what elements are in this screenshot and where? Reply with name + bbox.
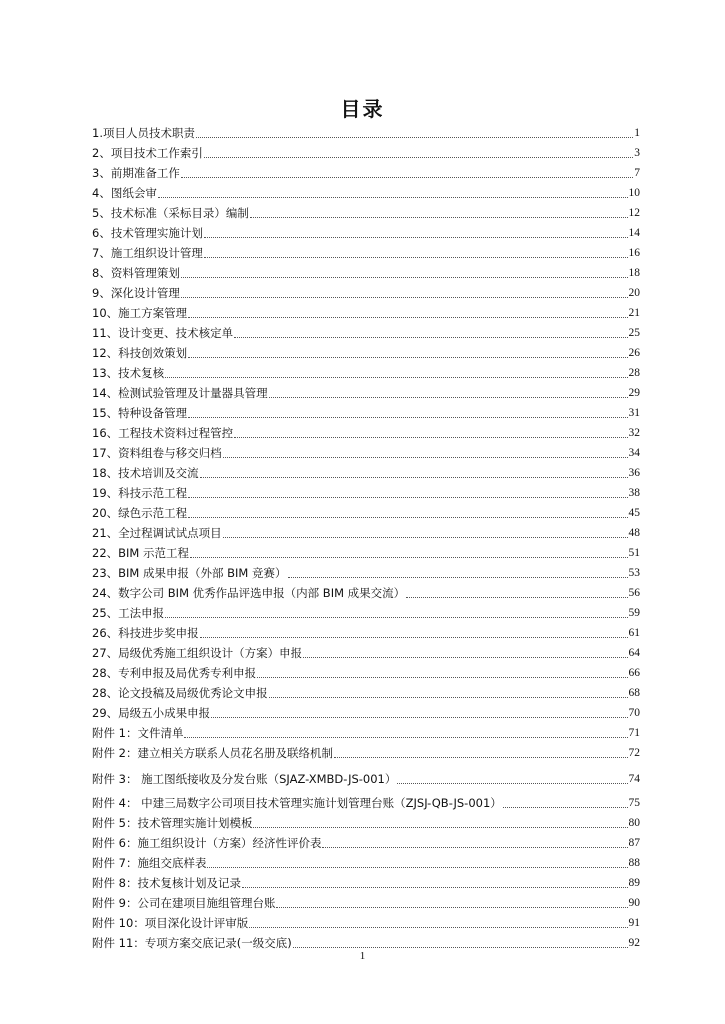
toc-entry[interactable]: [92, 467, 640, 480]
toc-entry-page: 90: [628, 897, 640, 909]
toc-entry[interactable]: [92, 307, 640, 320]
dot-leader: [158, 197, 628, 198]
dot-leader: [211, 717, 627, 718]
dot-leader: [276, 907, 627, 908]
dot-leader: [200, 637, 628, 638]
toc-entry[interactable]: [92, 627, 640, 640]
dot-leader: [334, 757, 628, 758]
toc-entry[interactable]: [92, 187, 640, 200]
toc-entry-page: 59: [628, 607, 640, 619]
dot-leader: [234, 337, 627, 338]
toc-entry[interactable]: [92, 667, 640, 680]
toc-entry[interactable]: [92, 877, 640, 890]
toc-entry[interactable]: [92, 727, 640, 740]
toc-entry[interactable]: [92, 167, 640, 180]
toc-entry-page: 66: [628, 667, 640, 679]
toc-entry-label: 14、检测试验管理及计量器具管理: [92, 386, 268, 400]
toc-entry-label: 26、科技进步奖申报: [92, 626, 199, 640]
toc-entry-label: 13、技术复核: [92, 366, 165, 380]
toc-entry-label: 27、局级优秀施工组织设计（方案）申报: [92, 646, 303, 660]
dot-leader: [250, 217, 628, 218]
toc-entry-page: 21: [628, 307, 640, 319]
toc-entry-label: 附件 6：施工组织设计（方案）经济性评价表: [92, 836, 322, 850]
dot-leader: [196, 137, 633, 138]
toc-entry[interactable]: [92, 327, 640, 340]
toc-entry-label: 8、资料管理策划: [92, 266, 180, 280]
toc-entry[interactable]: [92, 427, 640, 440]
toc-entry-label: 18、技术培训及交流: [92, 466, 199, 480]
dot-leader: [406, 597, 627, 598]
toc-entry-label: 10、施工方案管理: [92, 306, 188, 320]
dot-leader: [204, 237, 628, 238]
toc-entry[interactable]: [92, 367, 640, 380]
dot-leader: [181, 277, 628, 278]
toc-entry-label: 23、BIM 成果申报（外部 BIM 竞赛）: [92, 566, 287, 580]
dot-leader: [293, 947, 628, 948]
toc-entry-label: 附件 11：专项方案交底记录(一级交底): [92, 936, 292, 950]
dot-leader: [207, 867, 627, 868]
dot-leader: [204, 257, 628, 258]
toc-entry[interactable]: [92, 773, 640, 786]
toc-entry-page: 80: [628, 817, 640, 829]
toc-entry-page: 25: [628, 327, 640, 339]
toc-list: [92, 127, 640, 950]
toc-entry-label: 附件 7：施组交底样表: [92, 856, 207, 870]
toc-entry-page: 51: [628, 547, 640, 559]
toc-entry[interactable]: [92, 527, 640, 540]
dot-leader: [257, 677, 627, 678]
toc-entry-page: 71: [628, 727, 640, 739]
toc-entry-label: 20、绿色示范工程: [92, 506, 188, 520]
toc-entry-page: 1: [634, 127, 640, 139]
toc-entry-page: 88: [628, 857, 640, 869]
toc-entry[interactable]: [92, 227, 640, 240]
toc-entry-page: 3: [634, 147, 640, 159]
toc-entry-page: 36: [628, 467, 640, 479]
toc-entry-label: 附件 1：文件清单: [92, 726, 184, 740]
dot-leader: [200, 477, 628, 478]
toc-entry-page: 53: [628, 567, 640, 579]
toc-entry-label: 附件 9：公司在建项目施组管理台账: [92, 896, 276, 910]
dot-leader: [269, 397, 628, 398]
dot-leader: [165, 377, 627, 378]
toc-entry-page: 87: [628, 837, 640, 849]
toc-entry-page: 68: [628, 687, 640, 699]
toc-entry-label: 6、技术管理实施计划: [92, 226, 203, 240]
toc-entry-page: 14: [628, 227, 640, 239]
toc-entry-label: 附件 10：项目深化设计评审版: [92, 916, 249, 930]
toc-entry[interactable]: [92, 747, 640, 760]
toc-entry[interactable]: [92, 687, 640, 700]
toc-entry-label: 4、图纸会审: [92, 186, 157, 200]
toc-entry[interactable]: [92, 147, 640, 160]
dot-leader: [188, 317, 627, 318]
toc-entry-label: 附件 5：技术管理实施计划模板: [92, 816, 253, 830]
toc-entry[interactable]: [92, 487, 640, 500]
toc-entry[interactable]: [92, 817, 640, 830]
toc-entry-page: 45: [628, 507, 640, 519]
toc-entry[interactable]: [92, 287, 640, 300]
toc-entry-label: 2、项目技术工作索引: [92, 146, 203, 160]
toc-entry-label: 17、资料组卷与移交归档: [92, 446, 222, 460]
dot-leader: [288, 577, 628, 578]
dot-leader: [253, 827, 627, 828]
toc-entry-label: 3、前期准备工作: [92, 166, 180, 180]
dot-leader: [181, 177, 633, 178]
dot-leader: [397, 783, 627, 784]
toc-entry-page: 72: [628, 747, 640, 759]
toc-entry[interactable]: [92, 547, 640, 560]
toc-entry-page: 31: [628, 407, 640, 419]
toc-entry-label: 28、论文投稿及局级优秀论文申报: [92, 686, 268, 700]
toc-entry-page: 26: [628, 347, 640, 359]
toc-entry-label: 19、科技示范工程: [92, 486, 188, 500]
toc-entry[interactable]: [92, 447, 640, 460]
toc-entry[interactable]: [92, 587, 640, 600]
toc-entry-page: 34: [628, 447, 640, 459]
toc-entry-label: 11、设计变更、技术核定单: [92, 326, 234, 340]
toc-entry-label: 21、全过程调试试点项目: [92, 526, 222, 540]
toc-entry-page: 75: [628, 797, 640, 809]
toc-entry-page: 16: [628, 247, 640, 259]
toc-entry[interactable]: [92, 647, 640, 660]
toc-entry-page: 89: [628, 877, 640, 889]
toc-entry-page: 70: [628, 707, 640, 719]
toc-entry[interactable]: [92, 707, 640, 720]
dot-leader: [503, 807, 628, 808]
toc-entry-page: 12: [628, 207, 640, 219]
page-number: 1: [359, 950, 366, 962]
toc-entry-label: 5、技术标准（采标目录）编制: [92, 206, 249, 220]
toc-entry[interactable]: [92, 567, 640, 580]
toc-entry-label: 24、数字公司 BIM 优秀作品评选申报（内部 BIM 成果交流）: [92, 586, 406, 600]
toc-title: 目录: [340, 97, 385, 121]
toc-entry-page: 32: [628, 427, 640, 439]
dot-leader: [188, 417, 627, 418]
toc-entry-label: 16、工程技术资料过程管控: [92, 426, 234, 440]
toc-entry-label: 25、工法申报: [92, 606, 165, 620]
toc-entry-label: 1.项目人员技术职责: [92, 126, 195, 140]
toc-entry-label: 12、科技创效策划: [92, 346, 188, 360]
toc-entry[interactable]: [92, 207, 640, 220]
toc-entry-page: 48: [628, 527, 640, 539]
toc-entry[interactable]: [92, 407, 640, 420]
toc-entry[interactable]: [92, 507, 640, 520]
toc-entry-label: 附件 8：技术复核计划及记录: [92, 876, 241, 890]
toc-entry-page: 74: [628, 773, 640, 785]
toc-entry-page: 10: [628, 187, 640, 199]
dot-leader: [188, 497, 627, 498]
toc-entry[interactable]: [92, 937, 640, 950]
dot-leader: [181, 297, 628, 298]
toc-entry-label: 附件 2：建立相关方联系人员花名册及联络机制: [92, 746, 333, 760]
toc-entry-label: 22、BIM 示范工程: [92, 546, 189, 560]
toc-entry-label: 15、特种设备管理: [92, 406, 188, 420]
toc-entry-label: 9、深化设计管理: [92, 286, 180, 300]
toc-entry-page: 7: [634, 167, 640, 179]
dot-leader: [322, 847, 627, 848]
dot-leader: [190, 557, 628, 558]
toc-entry-page: 61: [628, 627, 640, 639]
toc-entry-page: 91: [628, 917, 640, 929]
toc-entry-page: 18: [628, 267, 640, 279]
toc-entry-label: 7、施工组织设计管理: [92, 246, 203, 260]
dot-leader: [249, 927, 627, 928]
toc-entry-page: 56: [628, 587, 640, 599]
dot-leader: [242, 887, 628, 888]
toc-entry[interactable]: [92, 897, 640, 910]
toc-entry-page: 38: [628, 487, 640, 499]
dot-leader: [303, 657, 627, 658]
toc-entry-label: 附件 3： 施工图纸接收及分发台账（SJAZ-XMBD-JS-001）: [92, 772, 397, 786]
dot-leader: [269, 697, 628, 698]
dot-leader: [223, 457, 628, 458]
toc-entry[interactable]: [92, 917, 640, 930]
toc-entry[interactable]: [92, 267, 640, 280]
toc-entry[interactable]: [92, 857, 640, 870]
toc-entry-label: 29、局级五小成果申报: [92, 706, 211, 720]
dot-leader: [234, 437, 627, 438]
toc-entry-page: 28: [628, 367, 640, 379]
toc-entry-label: 附件 4： 中建三局数字公司项目技术管理实施计划管理台账（ZJSJ-QB-JS-001）: [92, 796, 502, 810]
toc-entry[interactable]: [92, 607, 640, 620]
toc-entry-label: 28、专利申报及局优秀专利申报: [92, 666, 257, 680]
toc-entry[interactable]: [92, 387, 640, 400]
dot-leader: [184, 737, 627, 738]
toc-entry[interactable]: [92, 247, 640, 260]
toc-entry-page: 64: [628, 647, 640, 659]
dot-leader: [223, 537, 628, 538]
dot-leader: [204, 157, 633, 158]
toc-entry[interactable]: [92, 797, 640, 810]
toc-entry-page: 29: [628, 387, 640, 399]
dot-leader: [188, 517, 627, 518]
toc-entry[interactable]: [92, 127, 640, 140]
dot-leader: [188, 357, 627, 358]
dot-leader: [165, 617, 627, 618]
toc-entry-page: 92: [628, 937, 640, 949]
toc-entry[interactable]: [92, 837, 640, 850]
toc-entry[interactable]: [92, 347, 640, 360]
toc-entry-page: 20: [628, 287, 640, 299]
